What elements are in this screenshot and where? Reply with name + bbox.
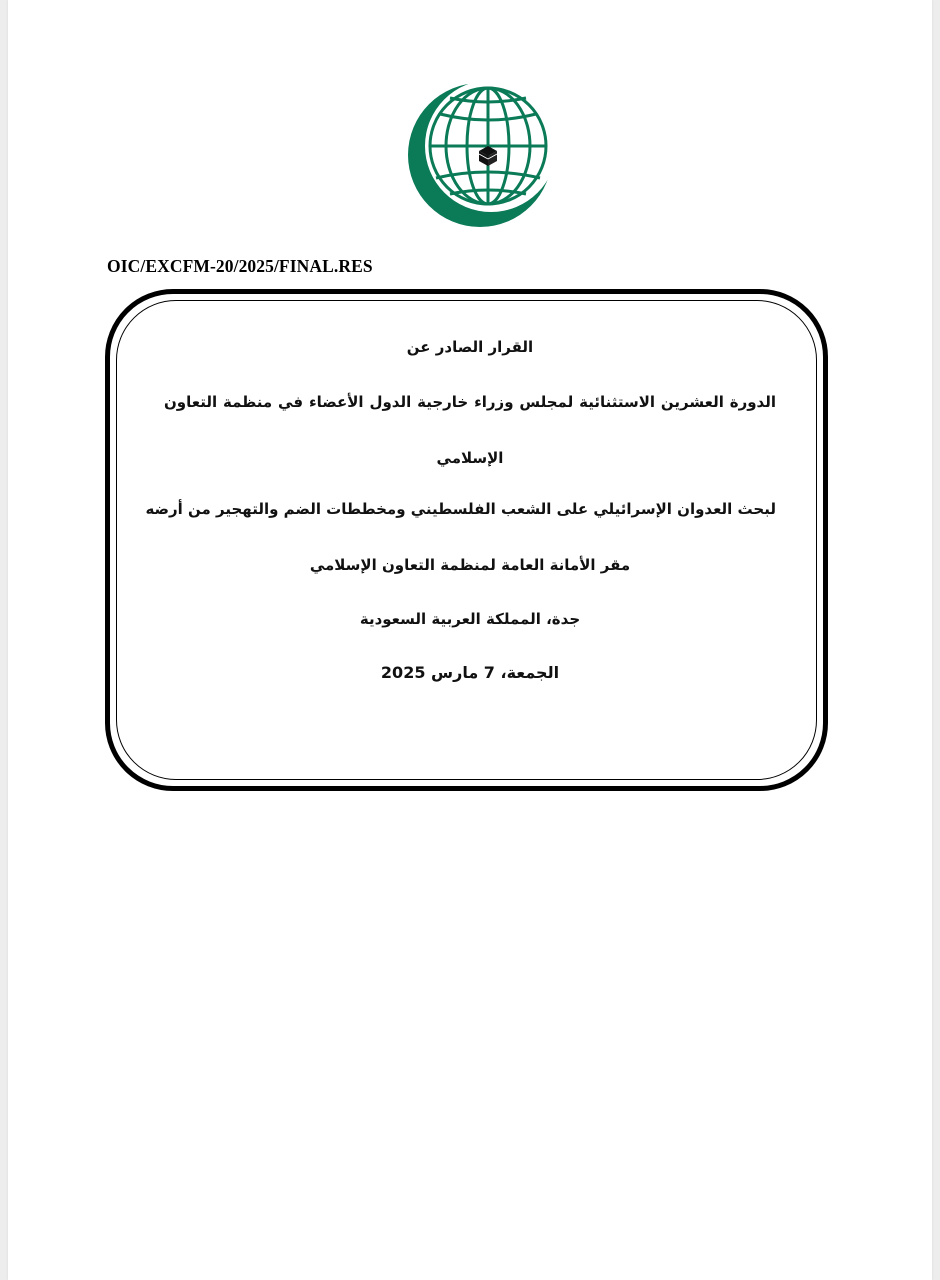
document-reference: OIC/EXCFM-20/2025/FINAL.RES xyxy=(107,256,373,276)
oic-emblem-icon xyxy=(400,80,560,230)
title-line-5: مقر الأمانة العامة لمنظمة التعاون الإسلامي xyxy=(309,556,631,574)
oic-logo xyxy=(400,80,560,230)
title-box xyxy=(105,289,828,791)
title-line-3: الإسلامي xyxy=(436,449,504,467)
title-line-4: لبحث العدوان الإسرائيلي على الشعب الفلسطيني ومخططات الضم والتهجير من أرضه xyxy=(145,500,776,518)
title-box-inner-border xyxy=(116,300,817,780)
title-line-6: جدة، المملكة العربية السعودية xyxy=(359,610,581,628)
title-line-1: القرار الصادر عن xyxy=(406,338,534,356)
title-line-date: الجمعة، 7 مارس 2025 xyxy=(380,663,560,682)
document-page xyxy=(8,0,932,1280)
title-line-2: الدورة العشرين الاستثنائية لمجلس وزراء خارجية الدول الأعضاء في منظمة التعاون xyxy=(164,393,776,411)
